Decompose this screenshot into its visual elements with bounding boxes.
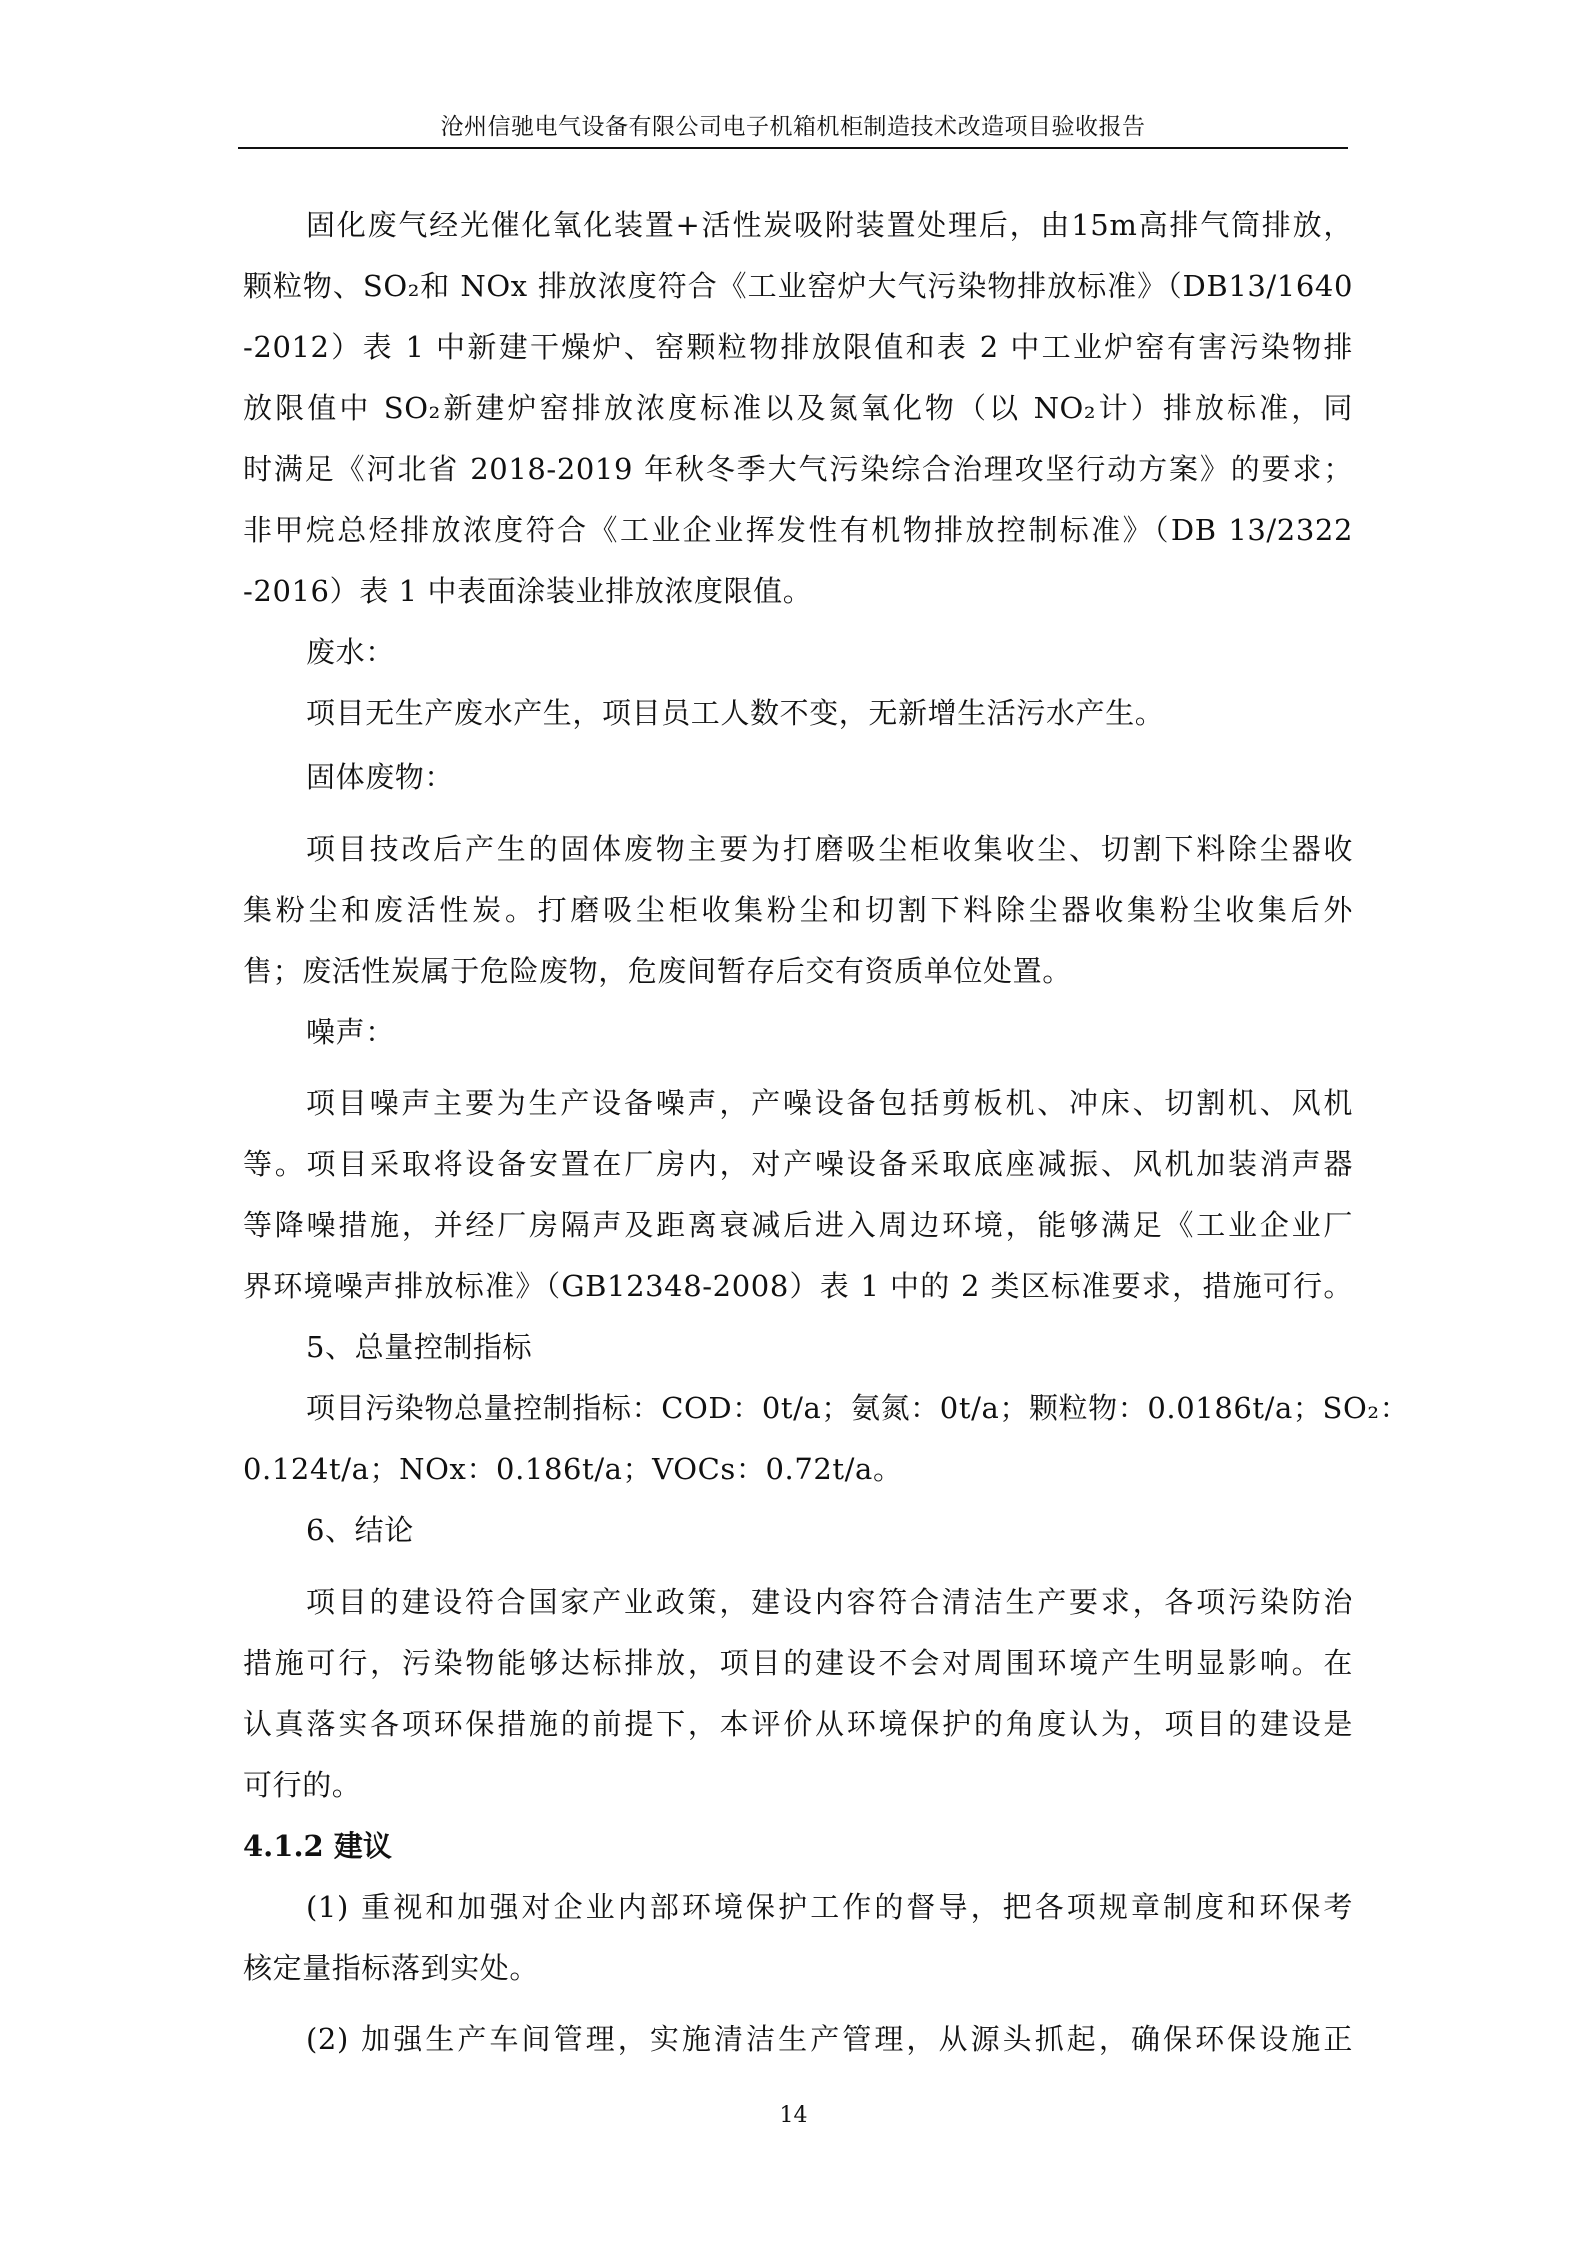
subheading-solid-waste: 固体废物： (306, 760, 455, 794)
body-line: 放限值中 SO₂新建炉窑排放浓度标准以及氮氧化物（以 NO₂计）排放标准，同 (243, 391, 1353, 425)
section-heading: 4.1.2 建议 (243, 1829, 392, 1863)
subheading-total-control: 5、总量控制指标 (306, 1330, 533, 1364)
body-line: (2) 加强生产车间管理，实施清洁生产管理，从源头抓起，确保环保设施正 (306, 2022, 1353, 2056)
body-line: -2016）表 1 中表面涂装业排放浓度限值。 (243, 574, 813, 608)
body-line: 项目的建设符合国家产业政策，建设内容符合清洁生产要求，各项污染防治 (306, 1585, 1353, 1619)
body-line: 固化废气经光催化氧化装置+活性炭吸附装置处理后，由15m高排气筒排放， (306, 208, 1353, 242)
running-header: 沧州信驰电气设备有限公司电子机箱机柜制造技术改造项目验收报告 (440, 114, 1146, 140)
body-line: 集粉尘和废活性炭。打磨吸尘柜收集粉尘和切割下料除尘器收集粉尘收集后外 (243, 893, 1353, 927)
body-line: 等。项目采取将设备安置在厂房内，对产噪设备采取底座减振、风机加装消声器 (243, 1147, 1353, 1181)
body-line: 项目无生产废水产生，项目员工人数不变，无新增生活污水产生。 (306, 696, 1165, 730)
body-line: 0.124t/a；NOx：0.186t/a；VOCs：0.72t/a。 (243, 1452, 903, 1486)
body-line: 颗粒物、SO₂和 NOx 排放浓度符合《工业窑炉大气污染物排放标准》（DB13/1640 (243, 269, 1353, 303)
body-line: 界环境噪声排放标准》（GB12348-2008）表 1 中的 2 类区标准要求，措施可行。 (243, 1269, 1353, 1303)
body-line: 项目噪声主要为生产设备噪声，产噪设备包括剪板机、冲床、切割机、风机 (306, 1086, 1353, 1120)
body-line: 非甲烷总烃排放浓度符合《工业企业挥发性有机物排放控制标准》（DB 13/2322 (243, 513, 1353, 547)
subheading-conclusion: 6、结论 (306, 1513, 414, 1547)
page-number: 14 (779, 2103, 808, 2128)
body-line: -2012）表 1 中新建干燥炉、窑颗粒物排放限值和表 2 中工业炉窑有害污染物排 (243, 330, 1353, 364)
body-line: 时满足《河北省 2018-2019 年秋冬季大气污染综合治理攻坚行动方案》的要求； (243, 452, 1353, 486)
body-line: 等降噪措施，并经厂房隔声及距离衰减后进入周边环境，能够满足《工业企业厂 (243, 1208, 1353, 1242)
body-line: (1) 重视和加强对企业内部环境保护工作的督导，把各项规章制度和环保考 (306, 1890, 1353, 1924)
body-line: 可行的。 (243, 1768, 362, 1802)
subheading-wastewater: 废水： (306, 635, 395, 669)
body-line: 项目污染物总量控制指标：COD：0t/a；氨氮：0t/a；颗粒物：0.0186t/a；SO₂： (306, 1391, 1410, 1425)
body-line: 售；废活性炭属于危险废物，危废间暂存后交有资质单位处置。 (243, 954, 1072, 988)
body-line: 措施可行，污染物能够达标排放，项目的建设不会对周围环境产生明显影响。在 (243, 1646, 1353, 1680)
header-divider (238, 147, 1348, 149)
body-line: 认真落实各项环保措施的前提下，本评价从环境保护的角度认为，项目的建设是 (243, 1707, 1353, 1741)
subheading-noise: 噪声： (306, 1015, 395, 1049)
body-line: 项目技改后产生的固体废物主要为打磨吸尘柜收集收尘、切割下料除尘器收 (306, 832, 1353, 866)
body-line: 核定量指标落到实处。 (243, 1951, 540, 1985)
